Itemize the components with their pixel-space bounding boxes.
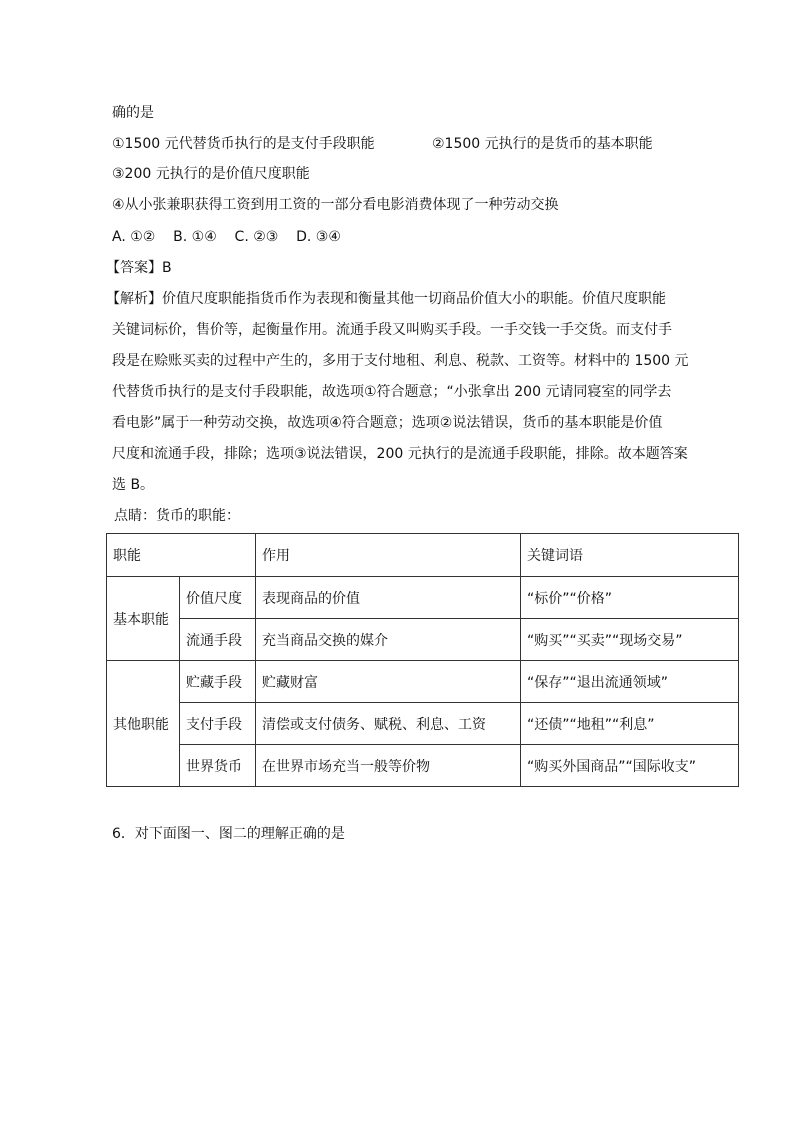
answer-options xyxy=(112,227,341,247)
answer-value: B xyxy=(162,260,172,276)
money-functions-table xyxy=(106,533,739,787)
analysis-line-5: 看电影”属于一种劳动交换，故选项④符合题意；选项②说法错误，货币的基本职能是价值 xyxy=(112,415,663,431)
function-role: 贮藏财富 xyxy=(256,661,521,703)
header-function: 职能 xyxy=(107,534,256,577)
header-keywords: 关键词语 xyxy=(521,534,739,577)
function-name: 支付手段 xyxy=(180,703,256,745)
analysis-line-6: 尺度和流通手段，排除；选项③说法错误，200 元执行的是流通手段职能，排除。故本题答案 xyxy=(112,446,688,462)
statement-4: ④从小张兼职获得工资到用工资的一部分看电影消费体现了一种劳动交换 xyxy=(112,197,559,213)
function-role: 清偿或支付债务、赋税、利息、工资 xyxy=(256,703,521,745)
function-name: 价值尺度 xyxy=(180,577,256,619)
table-row xyxy=(107,661,739,703)
table-row xyxy=(107,577,739,619)
function-role: 表现商品的价值 xyxy=(256,577,521,619)
function-name: 贮藏手段 xyxy=(180,661,256,703)
statement-row-2 xyxy=(432,134,653,154)
statement-row-1 xyxy=(112,134,375,154)
group-basic: 基本职能 xyxy=(107,577,180,661)
analysis-text-1: 价值尺度职能指货币作为表现和衡量其他一切商品价值大小的职能。价值尺度职能 xyxy=(162,291,666,307)
function-name: 流通手段 xyxy=(180,619,256,661)
function-role: 在世界市场充当一般等价物 xyxy=(256,745,521,787)
header-role: 作用 xyxy=(256,534,521,577)
function-keywords: “购买”“买卖”“现场交易” xyxy=(521,619,739,661)
function-keywords: “购买外国商品”“国际收支” xyxy=(521,745,739,787)
analysis-line-7: 选 B。 xyxy=(112,477,155,493)
table-header-row xyxy=(107,534,739,577)
function-keywords: “保存”“退出流通领域” xyxy=(521,661,739,703)
function-name: 世界货币 xyxy=(180,745,256,787)
options-text: A. ①② B. ①④ C. ②③ D. ③④ xyxy=(112,229,341,245)
analysis-line-4: 代替货币执行的是支付手段职能，故选项①符合题意；“小张拿出 200 元请同寝室的同学去 xyxy=(112,384,672,400)
statement-1: ①1500 元代替货币执行的是支付手段职能 xyxy=(112,136,375,152)
analysis-line-3: 段是在赊账买卖的过程中产生的，多用于支付地租、利息、税款、工资等。材料中的 1500 元 xyxy=(112,353,689,369)
group-other: 其他职能 xyxy=(107,661,180,787)
question-stem-tail: 确的是 xyxy=(112,105,154,121)
answer-line xyxy=(106,258,172,278)
function-keywords: “标价”“价格” xyxy=(521,577,739,619)
question-6-stem: 6．对下面图一、图二的理解正确的是 xyxy=(112,826,345,842)
table-row xyxy=(107,745,739,787)
analysis-line-1 xyxy=(106,289,666,309)
tip-heading: 点睛：货币的职能： xyxy=(114,508,240,524)
statement-2: ②1500 元执行的是货币的基本职能 xyxy=(432,136,653,152)
statement-3: ③200 元执行的是价值尺度职能 xyxy=(112,166,310,182)
function-keywords: “还债”“地租”“利息” xyxy=(521,703,739,745)
table-row xyxy=(107,619,739,661)
function-role: 充当商品交换的媒介 xyxy=(256,619,521,661)
analysis-line-2: 关键词标价，售价等，起衡量作用。流通手段又叫购买手段。一手交钱一手交货。而支付手 xyxy=(112,322,672,338)
analysis-label: 【解析】 xyxy=(106,291,162,307)
table-row xyxy=(107,703,739,745)
answer-label: 【答案】 xyxy=(106,260,162,276)
